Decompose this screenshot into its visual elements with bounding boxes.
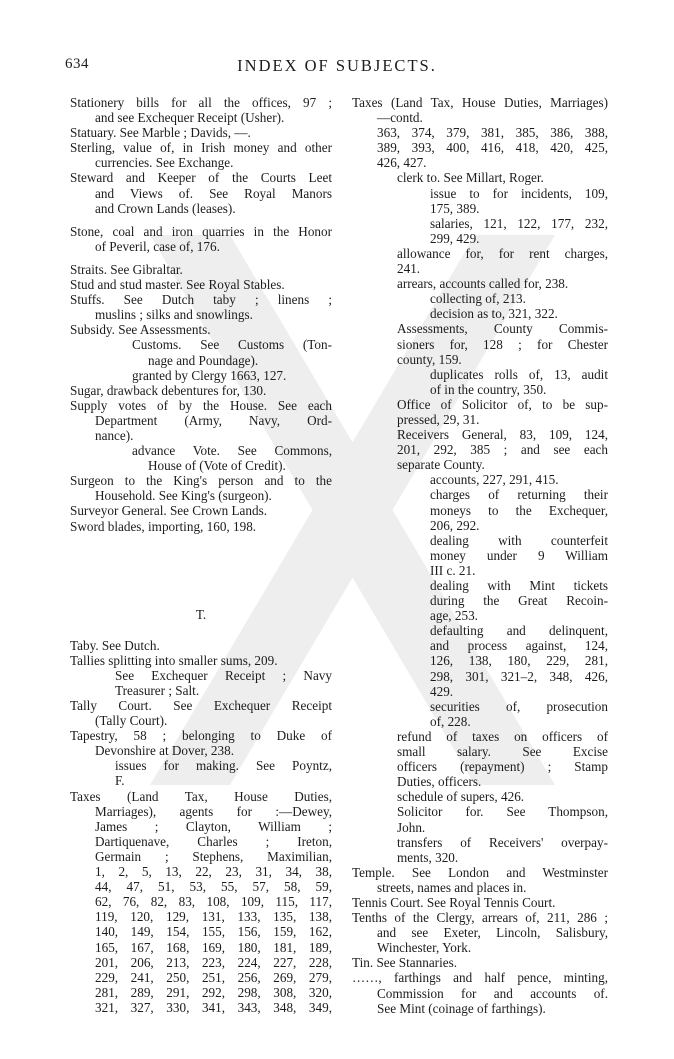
index-line: Stationery bills for all the offices, 97 ; (70, 95, 332, 110)
index-line: 299, 429. (430, 230, 480, 246)
spacer (70, 216, 332, 224)
index-line: Tennis Court. See Royal Tennis Court. (352, 894, 556, 910)
index-line: Stone, coal and iron quarries in the Honor (70, 223, 332, 239)
index-line: 298, 301, 321–2, 348, 426, (430, 668, 608, 684)
index-line: Stuffs. See Dutch taby ; linens ; (70, 292, 332, 308)
index-line: Office of Solicitor of, to be sup- (397, 396, 608, 412)
index-line: —contd. (377, 110, 423, 126)
index-line: James ; Clayton, William ; (95, 818, 332, 834)
index-line: 429. (430, 683, 454, 699)
index-line: Temple. See London and Westminster (352, 864, 608, 880)
index-line: III c. 21. (430, 562, 476, 578)
right-index-column (352, 95, 608, 1016)
index-line: of Peveril, case of, 176. (95, 238, 220, 254)
index-line: 201, 206, 213, 223, 224, 227, 228, (95, 954, 332, 970)
index-line: of in the country, 350. (430, 381, 547, 397)
index-line: small salary. See Excise (397, 744, 608, 760)
index-line: Tin. See Stannaries. (352, 955, 458, 971)
index-line: 206, 292. (430, 517, 480, 533)
index-line: Dartiquenave, Charles ; Ireton, (95, 833, 332, 849)
left-index-column (70, 95, 332, 1015)
index-line: House of (Vote of Credit). (148, 458, 286, 474)
index-line: 426, 427. (377, 155, 427, 171)
index-line: officers (repayment) ; Stamp (397, 759, 608, 775)
index-line: Solicitor for. See Thompson, (397, 804, 608, 820)
index-line: nage and Poundage). (148, 352, 259, 368)
index-line: allowance for, for rent charges, (397, 245, 608, 261)
index-line: transfers of Receivers' overpay- (397, 834, 608, 850)
index-line: Household. See King's (surgeon). (95, 488, 272, 504)
index-line: dealing with Mint tickets (430, 578, 608, 593)
index-line: Commission for and accounts of. (377, 985, 608, 1001)
index-line: arrears, accounts called for, 238. (397, 276, 569, 292)
index-line: Sugar, drawback debentures for, 130. (70, 382, 267, 398)
index-line: 281, 289, 291, 292, 298, 308, 320, (95, 984, 332, 1000)
index-line: and Crown Lands (leases). (95, 200, 236, 216)
index-line: 44, 47, 51, 53, 55, 57, 58, 59, (95, 879, 332, 895)
index-line: sioners for, 128 ; for Chester (397, 336, 608, 352)
index-line: John. (397, 819, 426, 835)
index-line: and see Exeter, Lincoln, Salisbury, (377, 925, 608, 941)
index-line: 229, 241, 250, 251, 256, 269, 279, (95, 969, 332, 985)
spacer (70, 630, 332, 638)
index-line: issues for making. See Poyntz, (115, 758, 332, 774)
index-line: Taby. See Dutch. (70, 637, 160, 653)
index-line: securities of, prosecution (430, 698, 608, 714)
index-line: Supply votes of by the House. See each (70, 397, 332, 413)
index-line: and process against, 124, (430, 638, 608, 654)
index-line: issue to for incidents, 109, (430, 185, 608, 201)
index-line: defaulting and delinquent, (430, 623, 608, 639)
index-line: during the Great Recoin- (430, 593, 608, 609)
index-line: granted by Clergy 1663, 127. (132, 367, 287, 383)
index-line: and see Exchequer Receipt (Usher). (95, 110, 285, 126)
index-line: See Exchequer Receipt ; Navy (115, 667, 332, 683)
index-line: charges of returning their (430, 487, 608, 503)
index-line: 140, 149, 154, 155, 156, 159, 162, (95, 924, 332, 940)
index-line: schedule of supers, 426. (397, 789, 525, 805)
index-line: Steward and Keeper of the Courts Leet (70, 170, 332, 186)
index-line: See Mint (coinage of farthings). (377, 1000, 546, 1016)
index-line: age, 253. (430, 608, 478, 624)
index-line: Customs. See Customs (Ton- (132, 337, 332, 353)
index-line: Assessments, County Commis- (397, 321, 608, 337)
section-letter-heading: T. (195, 606, 207, 622)
index-line: currencies. See Exchange. (95, 155, 234, 171)
index-line: muslins ; silks and snowlings. (95, 307, 253, 323)
index-line: Taxes (Land Tax, House Duties, (70, 788, 332, 804)
index-line: pressed, 29, 31. (397, 411, 480, 427)
index-line: Tally Court. See Exchequer Receipt (70, 698, 332, 713)
index-line: Tapestry, 58 ; belonging to Duke of (70, 728, 332, 744)
index-line: Tenths of the Clergy, arrears of, 211, 286 ; (352, 910, 608, 926)
index-line: Statuary. See Marble ; Davids, —. (70, 125, 251, 141)
index-line: 201, 292, 385 ; and see each (397, 442, 608, 458)
index-line: 1, 2, 5, 13, 22, 23, 31, 34, 38, (95, 864, 332, 880)
index-line: Surgeon to the King's person and to the (70, 473, 332, 489)
index-line: dealing with counterfeit (430, 532, 608, 548)
index-line: Treasurer ; Salt. (115, 682, 200, 698)
index-line: county, 159. (397, 351, 462, 367)
index-line: 62, 76, 82, 83, 108, 109, 115, 117, (95, 894, 332, 910)
index-line: 321, 327, 330, 341, 343, 348, 349, (95, 999, 332, 1015)
index-line: money under 9 William (430, 547, 608, 563)
index-line: Receivers General, 83, 109, 124, (397, 427, 608, 443)
page-title: INDEX OF SUBJECTS. (237, 56, 437, 75)
index-line: F. (115, 773, 125, 789)
index-line: of, 228. (430, 713, 471, 729)
index-line: Subsidy. See Assessments. (70, 322, 211, 338)
index-line: accounts, 227, 291, 415. (430, 472, 559, 488)
index-line: Department (Army, Navy, Ord- (95, 412, 332, 428)
index-line: decision as to, 321, 322. (430, 306, 558, 322)
index-line: 126, 138, 180, 229, 281, (430, 653, 608, 669)
index-line: streets, names and places in. (377, 879, 527, 895)
index-line: Devonshire at Dover, 238. (95, 743, 235, 759)
spacer (70, 534, 332, 600)
index-line: 175, 389. (430, 200, 480, 216)
index-line: Marriages), agents for :—Dewey, (95, 803, 332, 819)
index-line: Tallies splitting into smaller sums, 209. (70, 652, 278, 668)
index-line: ……, farthings and half pence, minting, (352, 970, 608, 986)
index-line: 363, 374, 379, 381, 385, 386, 388, (377, 125, 608, 141)
index-line: refund of taxes on officers of (397, 728, 608, 744)
index-line: Taxes (Land Tax, House Duties, Marriages) (352, 95, 608, 110)
index-line: Sterling, value of, in Irish money and other (70, 140, 332, 156)
index-line: Winchester, York. (377, 940, 472, 956)
index-line: Sword blades, importing, 160, 198. (70, 518, 257, 534)
index-line: 389, 393, 400, 416, 418, 420, 425, (377, 140, 608, 156)
index-line: separate County. (397, 457, 485, 473)
index-line: clerk to. See Millart, Roger. (397, 170, 544, 186)
index-line: advance Vote. See Commons, (132, 443, 332, 459)
index-line: 119, 120, 129, 131, 133, 135, 138, (95, 909, 332, 925)
index-line: ments, 320. (397, 849, 459, 865)
index-line: collecting of, 213. (430, 291, 526, 307)
index-line: 241. (397, 261, 421, 277)
spacer (70, 254, 332, 262)
index-line: Straits. See Gibraltar. (70, 261, 183, 277)
index-line: 165, 167, 168, 169, 180, 181, 189, (95, 939, 332, 955)
index-line: Stud and stud master. See Royal Stables. (70, 277, 285, 293)
page-number: 634 (65, 56, 89, 72)
index-line: nance). (95, 427, 134, 443)
index-line: (Tally Court). (95, 713, 168, 729)
index-line: Surveyor General. See Crown Lands. (70, 503, 268, 519)
index-line: Germain ; Stephens, Maximilian, (95, 848, 332, 864)
index-line: Duties, officers. (397, 774, 482, 790)
index-line: moneys to the Exchequer, (430, 502, 608, 518)
index-line: and Views of. See Royal Manors (95, 185, 332, 201)
index-line: salaries, 121, 122, 177, 232, (430, 215, 608, 231)
index-line: duplicates rolls of, 13, audit (430, 366, 608, 382)
